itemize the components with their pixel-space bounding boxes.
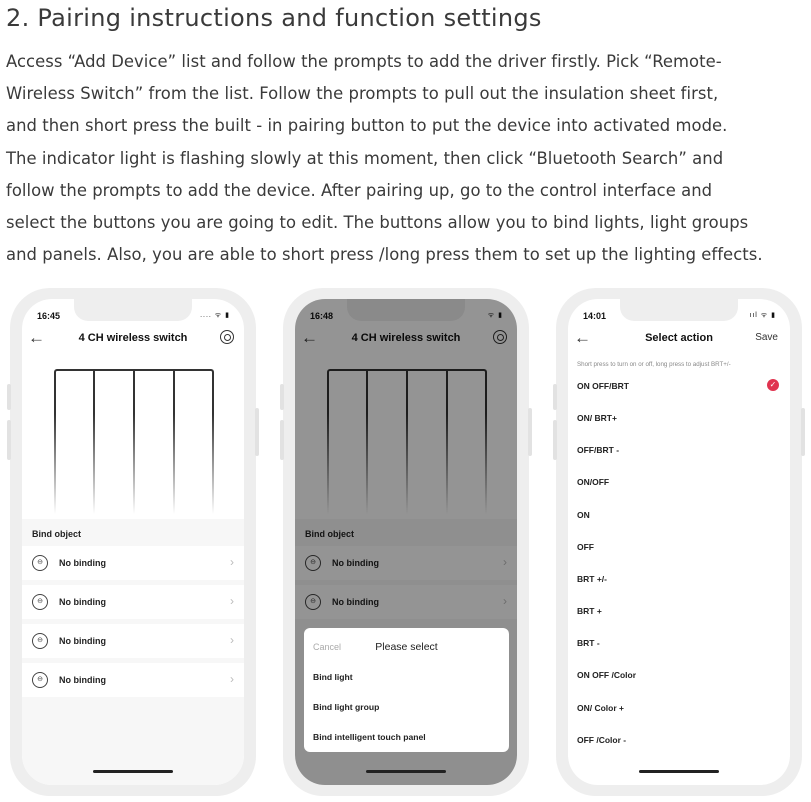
bind-object-title: Bind object: [32, 529, 81, 539]
arrow-left-icon[interactable]: ←: [301, 328, 318, 347]
phone-mockup-switch: [10, 288, 256, 796]
side-button: [553, 420, 557, 460]
side-button: [528, 408, 532, 456]
link-icon: ⊖: [32, 633, 48, 649]
action-label: ON/ BRT+: [577, 413, 617, 423]
side-button: [7, 384, 11, 410]
phone-mockup-select-bind: [283, 288, 529, 796]
bind-row-label: No binding: [59, 558, 106, 568]
chevron-right-icon: ›: [230, 555, 234, 569]
bind-row-label: No binding: [332, 558, 379, 568]
home-indicator: [639, 770, 719, 773]
status-time: 16:45: [37, 311, 61, 321]
action-label: OFF: [577, 542, 594, 552]
paragraph-line: select the buttons you are going to edit. The buttons allow you to bind lights, light groups: [6, 213, 749, 233]
action-option[interactable]: [568, 435, 790, 467]
nav-title: 4 CH wireless switch: [351, 332, 461, 344]
nav-title: Select action: [645, 332, 713, 344]
switch-fade: [52, 414, 216, 514]
bind-light-group-option[interactable]: Bind light group: [313, 702, 380, 712]
phone-screen: [568, 299, 790, 785]
action-label: BRT +: [577, 606, 602, 616]
side-button: [553, 384, 557, 410]
action-option[interactable]: [568, 628, 790, 660]
action-label: OFF/BRT -: [577, 445, 620, 455]
chevron-right-icon: ›: [503, 555, 507, 569]
status-icons: .... ᯤ ▮: [200, 312, 230, 319]
bind-light-option[interactable]: Bind light: [313, 672, 353, 682]
bind-row[interactable]: [22, 624, 244, 658]
bind-row-label: No binding: [59, 636, 106, 646]
paragraph-line: follow the prompts to add the device. After pairing up, go to the control interface and: [6, 180, 713, 200]
arrow-left-icon[interactable]: ←: [574, 328, 591, 347]
status-time: 14:01: [583, 311, 607, 321]
link-icon: ⊖: [32, 555, 48, 571]
switch-illustration: [54, 369, 214, 514]
action-option[interactable]: [568, 596, 790, 628]
side-button: [255, 408, 259, 456]
check-icon: ✓: [767, 379, 779, 391]
action-label: BRT -: [577, 638, 600, 648]
nav-title: 4 CH wireless switch: [78, 332, 188, 344]
status-icons: ᯤ ▮: [487, 312, 503, 319]
nav-bar: [22, 327, 244, 351]
link-icon: ⊖: [32, 594, 48, 610]
action-option[interactable]: [568, 371, 790, 403]
action-label: ON OFF/BRT: [577, 381, 629, 391]
chevron-right-icon: ›: [230, 594, 234, 608]
arrow-left-icon[interactable]: ←: [28, 328, 45, 347]
action-option[interactable]: [568, 500, 790, 532]
side-button: [280, 384, 284, 410]
status-time: 16:48: [310, 311, 334, 321]
bind-row[interactable]: [22, 546, 244, 580]
action-option[interactable]: [568, 564, 790, 596]
link-icon: ⊖: [32, 672, 48, 688]
chevron-right-icon: ›: [230, 672, 234, 686]
paragraph-line: The indicator light is flashing slowly at this moment, then click “Bluetooth Search” and: [6, 148, 724, 168]
side-button: [7, 420, 11, 460]
notch: [620, 299, 738, 321]
phone-mockup-select-action: [556, 288, 802, 796]
select-bind-sheet: [304, 628, 509, 752]
chevron-right-icon: ›: [503, 594, 507, 608]
bind-row[interactable]: [22, 585, 244, 619]
action-option[interactable]: [568, 467, 790, 499]
bind-object-title: Bind object: [305, 529, 354, 539]
bind-touch-panel-option[interactable]: Bind intelligent touch panel: [313, 732, 426, 742]
bind-object-section: [22, 519, 244, 785]
bind-row-label: No binding: [59, 597, 106, 607]
link-icon: ⊖: [305, 594, 321, 610]
cancel-button[interactable]: Cancel: [313, 642, 342, 652]
action-option[interactable]: [568, 725, 790, 757]
instructions-paragraph: [6, 46, 811, 271]
nav-bar: [568, 327, 790, 351]
paragraph-line: Wireless Switch” from the list. Follow the prompts to pull out the insulation sheet first,: [6, 84, 719, 104]
save-button[interactable]: Save: [755, 332, 778, 343]
action-label: ON: [577, 510, 590, 520]
action-option[interactable]: [568, 693, 790, 725]
home-indicator: [366, 770, 446, 773]
phone-screen: [22, 299, 244, 785]
action-label: OFF /Color -: [577, 735, 627, 745]
action-option[interactable]: [568, 660, 790, 692]
bind-row[interactable]: [22, 663, 244, 697]
side-button: [801, 408, 805, 456]
action-hint: Short press to turn on or off, long press to adjust BRT+/-: [577, 361, 731, 368]
status-icons: ııl ᯤ ▮: [749, 312, 776, 319]
action-option[interactable]: [568, 403, 790, 435]
chevron-right-icon: ›: [230, 633, 234, 647]
action-label: ON OFF /Color: [577, 670, 637, 680]
side-button: [280, 420, 284, 460]
sheet-title: Please select: [375, 641, 438, 653]
notch: [74, 299, 192, 321]
action-option[interactable]: [568, 532, 790, 564]
link-icon: ⊖: [305, 555, 321, 571]
paragraph-line: and panels. Also, you are able to short press /long press them to set up the lighting effects.: [6, 245, 763, 265]
paragraph-line: Access “Add Device” list and follow the prompts to add the driver firstly. Pick “Remote-: [6, 52, 722, 71]
bind-row-label: No binding: [59, 675, 106, 685]
paragraph-line: and then short press the built - in pairing button to put the device into activated mode.: [6, 116, 728, 136]
gear-icon[interactable]: [220, 330, 234, 344]
action-label: ON/OFF: [577, 477, 610, 487]
home-indicator: [93, 770, 173, 773]
phone-screen: [295, 299, 517, 785]
page-heading: 2. Pairing instructions and function settings: [6, 4, 542, 32]
action-label: BRT +/-: [577, 574, 607, 584]
bind-row-label: No binding: [332, 597, 379, 607]
action-label: ON/ Color +: [577, 703, 624, 713]
